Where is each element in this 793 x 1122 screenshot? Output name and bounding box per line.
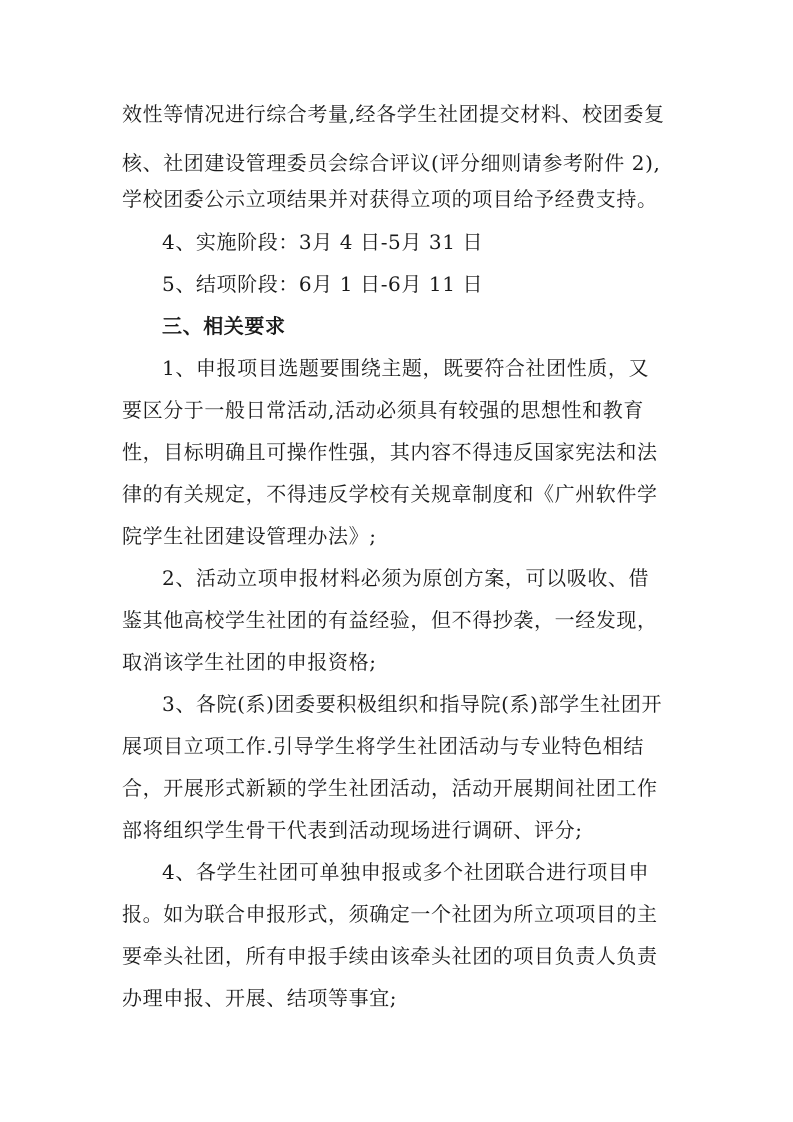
requirement-4-line: 报。如为联合申报形式，须确定一个社团为所立项项目的主 [122,902,658,926]
requirement-1-line: 律的有关规定，不得违反学校有关规章制度和《广州软件学 [122,482,658,506]
section-heading: 三、相关要求 [162,314,286,338]
requirement-3-line: 合，开展形式新颖的学生社团活动，活动开展期间社团工作 [122,776,658,800]
requirement-3-line: 3、各院(系)团委要积极组织和指导院(系)部学生社团开 [162,692,663,716]
requirement-1-line: 院学生社团建设管理办法》; [122,524,377,548]
requirement-3-line: 展项目立项工作.引导学生将学生社团活动与专业特色相结 [122,734,644,758]
requirement-1-line: 1、申报项目选题要围绕主题，既要符合社团性质，又 [162,356,650,380]
requirement-4-line: 要牵头社团，所有申报手续由该牵头社团的项目负责人负责 [122,944,658,968]
requirement-2-line: 鉴其他高校学生社团的有益经验，但不得抄袭，一经发现， [122,608,658,632]
requirement-2-line: 2、活动立项申报材料必须为原创方案，可以吸收、借 [162,566,650,590]
requirement-3-line: 部将组织学生骨干代表到活动现场进行调研、评分; [122,818,583,842]
requirement-4-line: 办理申报、开展、结项等事宜; [122,986,398,1010]
paragraph-line: 学校团委公示立项结果并对获得立项的项目给予经费支持。 [122,187,658,211]
requirement-4-line: 4、各学生社团可单独申报或多个社团联合进行项目申 [162,860,650,884]
paragraph-line: 效性等情况进行综合考量,经各学生社团提交材料、校团委复 [122,102,665,126]
requirement-1-line: 要区分于一般日常活动,活动必须具有较强的思想性和教育 [122,398,644,422]
paragraph-line: 核、社团建设管理委员会综合评议(评分细则请参考附件 2), [122,151,661,175]
requirement-1-line: 性，目标明确且可操作性强，其内容不得违反国家宪法和法 [122,440,658,464]
requirement-2-line: 取消该学生社团的申报资格; [122,650,377,674]
schedule-item-implementation: 4、实施阶段：3月 4 日-5月 31 日 [162,230,484,254]
schedule-item-closing: 5、结项阶段：6月 1 日-6月 11 日 [162,272,484,296]
